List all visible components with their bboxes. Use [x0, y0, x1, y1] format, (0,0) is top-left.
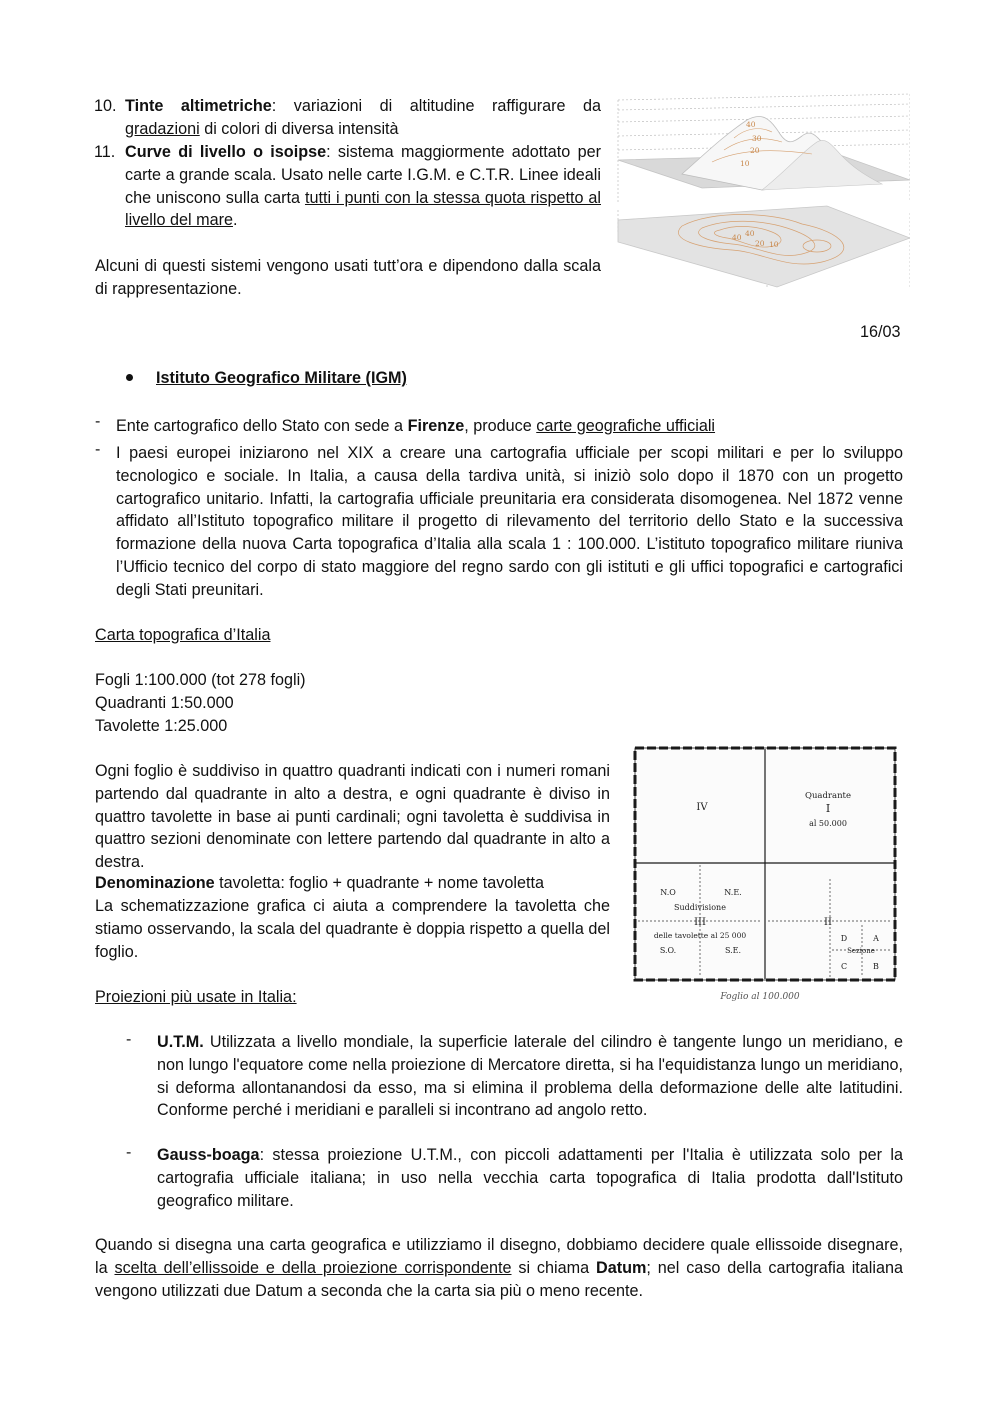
- igm-bullet-1: [116, 415, 903, 438]
- list-number: 11.: [94, 143, 116, 161]
- term: Tinte altimetriche: [125, 97, 272, 115]
- igm-bullet-2: I paesi europei iniziarono nel XIX a creare una cartografia ufficiale per scopi militari e per lo sviluppo tecnologico e sociale. In Italia, a causa della tardiva unità, si iniziò solo dopo il 1870 con un progetto cartografico unitario. Infatti, la cartografia ufficiale preunitaria era considerata disomogenea. Nel 1872 venne affidato all’Istituto topografico militare il progetto di rilevamento del territorio dello Stato e la successiva formazione della nuova Carta topografica d’Italia alla scala 1 : 100.000. L’istituto topografico militare riuniva l’Ufficio tecnico del corpo di stato maggiore del regno sardo con gli istituti e gli uffici topografici e cartografici degli Stati preunitari.: [116, 444, 903, 599]
- quadrant-scale: al 50.000: [809, 819, 847, 828]
- sezione-label: Sezione: [847, 947, 875, 955]
- quadrant-i-label: I: [825, 802, 831, 815]
- section-d: D: [840, 934, 848, 943]
- contour-label: 20: [750, 146, 760, 155]
- scale-line: Tavolette 1:25.000: [95, 717, 228, 735]
- contour-label: 10: [769, 240, 779, 249]
- dash-marker: -: [95, 413, 101, 430]
- figure-caption: Foglio al 100.000: [720, 992, 800, 1002]
- scale-line: Fogli 1:100.000 (tot 278 fogli): [95, 671, 306, 689]
- term: Gauss-boaga: [157, 1146, 260, 1164]
- text: Utilizzata a livello mondiale, la superficie laterale del cilindro è tangente lungo un meridiano, e non lungo l'equatore come nella proiezione di Mercatore diretta, si ha l'equidistanza lungo un meridiano, si deforma allontanandosi da esso, ma si elimina il problema della deformazione delle alte latitudini. Conforme perché i meridiani e paralleli si incontrano ad angolo retto.: [157, 1033, 903, 1120]
- contour-label: 30: [752, 134, 762, 143]
- underlined-text: carte geografiche ufficiali: [536, 417, 716, 435]
- quadrant-title: Quadrante: [804, 791, 852, 801]
- scale-line: Quadranti 1:50.000: [95, 694, 234, 712]
- underlined-text: tutti i punti con la stessa quota rispetto al livello del mare: [125, 188, 601, 230]
- contour-illustration: [612, 92, 910, 292]
- quadrant-iv-label: IV: [696, 802, 708, 813]
- carta-paragraph-2: La schematizzazione grafica ci aiuta a comprendere la tavoletta che stiamo osservando, la scala del quadrante è doppia rispetto a quella del foglio.: [95, 897, 610, 961]
- igm-heading: Istituto Geografico Militare (IGM): [156, 369, 407, 387]
- text: Ente cartografico dello Stato con sede a: [116, 417, 408, 435]
- denominazione-line: [95, 872, 610, 895]
- bold-text: Datum: [596, 1258, 647, 1277]
- quadrant-iii-label: III: [694, 917, 706, 928]
- text: tavoletta: foglio + quadrante + nome tavoletta: [214, 874, 544, 892]
- section-b: B: [873, 962, 879, 971]
- section-a: A: [873, 934, 879, 943]
- bullet-dot: [126, 374, 133, 381]
- text: di colori di diversa intensità: [199, 119, 399, 138]
- term: Curve di livello o isoipse: [125, 143, 327, 161]
- contour-label: 40: [746, 120, 756, 129]
- contour-label: 20: [755, 239, 765, 248]
- text: : stessa proiezione U.T.M., con piccoli adattamenti per l'Italia è utilizzata solo per la cartografia ufficiale italiana; in uso nella vecchia carta topografica di Italia prodotta dall'Istituto geografico militare.: [157, 1146, 903, 1210]
- contour-label: 40: [732, 233, 742, 242]
- carta-heading: Carta topografica d’Italia: [95, 626, 271, 644]
- underlined-text: gradazioni: [125, 119, 200, 138]
- underlined-text: scelta dell’ellissoide e della proiezione corrispondente: [114, 1258, 512, 1277]
- dash-marker: -: [95, 441, 101, 458]
- term: U.T.M.: [157, 1033, 204, 1051]
- dash-marker: -: [126, 1031, 132, 1048]
- bold-text: Firenze: [407, 417, 465, 435]
- contour-label: 10: [740, 159, 750, 168]
- tavoletta-ne: N.E.: [724, 888, 742, 897]
- intro-note: Alcuni di questi sistemi vengono usati tutt’ora e dipendono dalla scala di rappresentazione.: [95, 257, 601, 298]
- text: , produce: [464, 417, 537, 435]
- projection-utm: [157, 1031, 903, 1122]
- bold-text: Denominazione: [95, 874, 215, 892]
- dash-marker: -: [126, 1144, 132, 1161]
- tavoletta-so: S.O.: [659, 946, 677, 955]
- list-number: 10.: [94, 97, 117, 115]
- tavolette-label: delle tavolette al 25 000: [653, 931, 747, 940]
- text: : sistema maggiormente adottato per carte a grande scala. Usato nelle carte I.G.M. e C.T.R. Linee ideali che uniscono sulla carta: [125, 143, 601, 207]
- text: : variazioni di altitudine raffigurare da: [271, 97, 601, 115]
- text: .: [232, 211, 238, 230]
- tavoletta-se: S.E.: [724, 946, 742, 955]
- proiezioni-heading: Proiezioni più usate in Italia:: [95, 988, 297, 1006]
- carta-paragraph: Ogni foglio è suddiviso in quattro quadranti indicati con i numeri romani partendo dal quadrante in alto a destra, e ogni quadrante è diviso in quattro tavolette in base ai punti cardinali; ogni tavoletta è suddivisa in quattro sezioni denominate con lettere partendo dal quadrante in alto a destra.: [95, 762, 610, 872]
- contour-label: 40: [745, 229, 755, 238]
- text: Quando si disegna una carta geografica e utilizziamo il disegno, dobbiamo decidere quale ellissoide disegnare, la: [95, 1236, 903, 1277]
- section-c: C: [840, 962, 848, 971]
- tavoletta-no: N.O: [660, 888, 676, 897]
- list-item-tinte: [125, 95, 601, 141]
- list-item-curve: [125, 141, 601, 232]
- text: si chiama: [511, 1258, 596, 1277]
- date: 16/03: [860, 323, 901, 341]
- sheet-subdivision-figure: [632, 745, 898, 1007]
- quadrant-ii-label: II: [824, 917, 832, 928]
- datum-paragraph: [95, 1234, 903, 1302]
- text: ; nel caso della cartografia italiana vengono utilizzati due Datum a seconda che la carta sia più o meno recente.: [95, 1258, 904, 1300]
- projection-gauss-boaga: [157, 1144, 903, 1212]
- suddivisione-label: Suddivisione: [674, 903, 726, 912]
